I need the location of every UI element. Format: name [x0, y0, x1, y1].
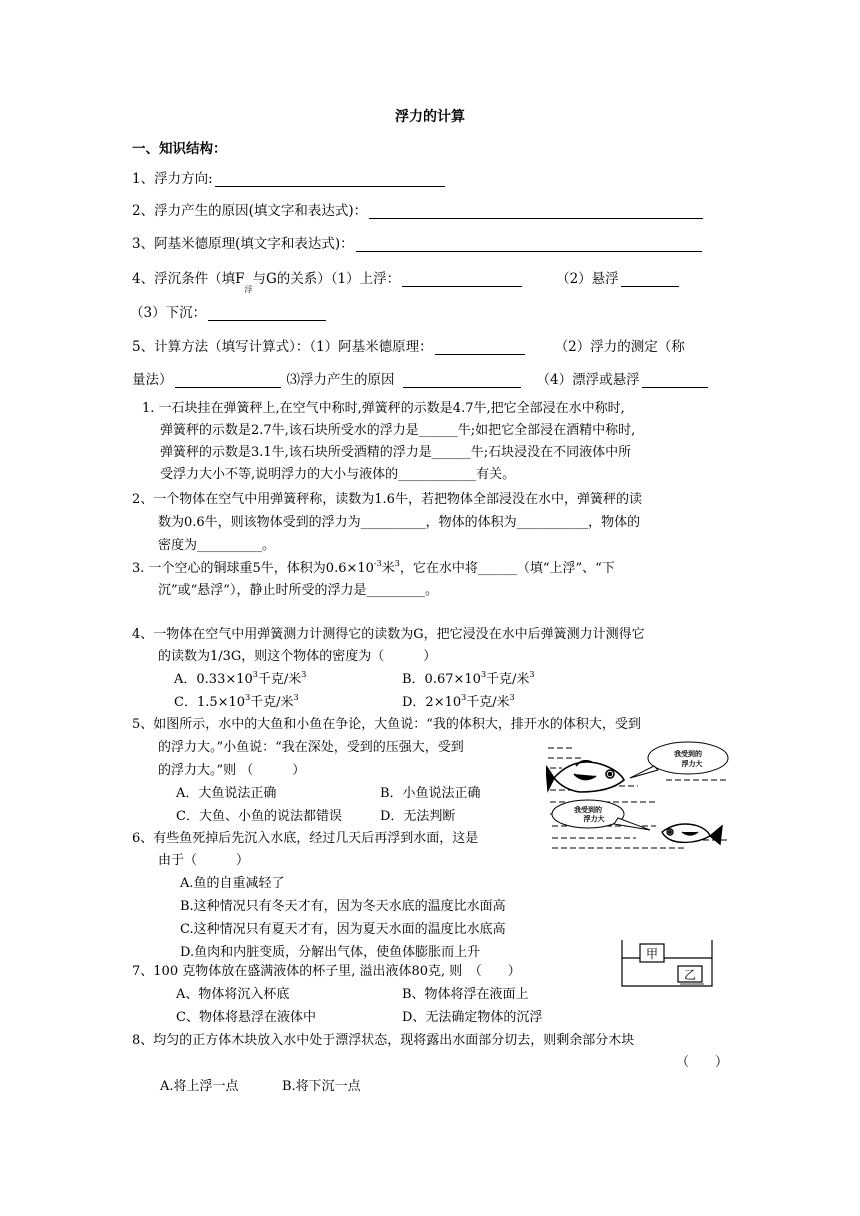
q4-exp: 3 [480, 670, 487, 679]
blank[interactable] [208, 305, 326, 321]
q4-option-a-text: A．0.33×10 [174, 672, 253, 687]
big-fish-bubble [630, 742, 728, 778]
k3-text: 3、阿基米德原理(填文字和表达式)： [132, 236, 354, 252]
blank[interactable] [356, 236, 702, 252]
q5-line2: 的浮力大。”小鱼说：“我在深处，受到的压强大，受到 [158, 740, 464, 755]
k2-text: 2、浮力产生的原因(填文字和表达式)： [132, 203, 368, 219]
label-yi: 乙 [683, 968, 697, 982]
q4-line2: 的读数为1/3G，则这个物体的密度为（ ） [158, 649, 437, 664]
blank[interactable] [435, 339, 525, 355]
q4-unit-exp: 3 [301, 670, 307, 679]
knowledge-item-4: 4、浮沉条件（填F 浮 与G的关系）（1）上浮： （2）悬浮 [132, 268, 681, 290]
blank[interactable] [642, 372, 708, 388]
q6-line1: 6、有些鱼死掉后先沉入水底，经过几天后再浮到水面，这是 [132, 831, 479, 846]
k5-text-a: 5、计算方法（填写计算式）：（1）阿基米德原理： [132, 339, 433, 355]
q3-exp: -3 [373, 559, 382, 568]
blank[interactable] [621, 271, 679, 287]
knowledge-item-1 [132, 168, 447, 190]
q6-option-a[interactable]: A.鱼的自重减轻了 [180, 876, 285, 891]
k4-text-b: 与G的关系）（1）上浮： [252, 271, 401, 287]
q4-unit-exp: 3 [293, 693, 299, 702]
knowledge-item-5-cont [132, 369, 710, 391]
svg-text:浮力大: 浮力大 [583, 815, 605, 823]
k1-text: 1、浮力方向: [132, 171, 213, 187]
q2-line2: 数为0.6牛，则该物体受到的浮力为__________，物体的体积为___________，物体的 [158, 515, 641, 530]
q4-option-d-text: D．2×10 [402, 695, 462, 710]
small-fish-bubble [552, 800, 650, 830]
q6-option-c[interactable]: C.这种情况只有夏天才有，因为夏天水面的温度比水底高 [180, 922, 506, 937]
q3-line2: 沉”或“悬浮”），静止时所受的浮力是_________。 [158, 583, 438, 598]
q5-line3: 的浮力大。”则 （ ） [158, 763, 306, 778]
blank[interactable] [403, 372, 521, 388]
blank[interactable] [402, 271, 522, 287]
k5-text-d: ⑶浮力产生的原因 [286, 372, 395, 388]
q7-option-b[interactable]: B、物体将浮在液面上 [402, 987, 529, 1002]
q3-text-a: 3. 一个空心的铜球重5牛，体积为0.6×10 [132, 561, 374, 576]
q5-line1: 5、如图所示，水中的大鱼和小鱼在争论，大鱼说：“我的体积大，排开水的体积大，受到 [132, 717, 641, 732]
knowledge-item-2 [132, 200, 705, 222]
q1-line2: 弹簧秤的示数是2.7牛,该石块所受水的浮力是______牛;如把它全部浸在酒精中称时, [160, 423, 636, 438]
q2-line1: 2、一个物体在空气中用弹簧秤称，读数为1.6牛，若把物体全部浸没在水中，弹簧秤的读 [132, 492, 642, 507]
q7-option-c[interactable]: C、物体将悬浮在液体中 [176, 1010, 316, 1025]
q7-option-a[interactable]: A、物体将沉入杯底 [176, 987, 290, 1002]
q4-option-a[interactable] [174, 669, 306, 691]
q2-line3: 密度为__________。 [158, 538, 276, 553]
q6-line2: 由于（ ） [158, 853, 250, 868]
q5-option-d[interactable]: D．无法判断 [380, 809, 456, 824]
q4-line1: 4、一物体在空气中用弹簧测力计测得它的读数为G，把它浸没在水中后弹簧测力计测得它 [132, 627, 645, 642]
q7-option-d[interactable]: D、无法确定物体的沉浮 [402, 1010, 543, 1025]
big-fish [546, 761, 624, 792]
q3-text-b: 米 [381, 561, 395, 576]
fish-figure [546, 740, 732, 852]
blank[interactable] [215, 171, 445, 187]
q1-line4: 受浮力大小不等,说明浮力的大小与液体的____________有关。 [160, 467, 516, 482]
blank[interactable] [369, 203, 703, 219]
q5-option-b[interactable]: B．小鱼说法正确 [380, 786, 481, 801]
q4-unit-exp: 3 [509, 693, 515, 702]
q3-text-c: ，它在水中将______（填“上浮”、“下 [399, 561, 615, 576]
q4-unit: 千克/米 [466, 695, 510, 710]
q4-option-b[interactable] [402, 669, 535, 691]
q4-exp: 3 [252, 670, 258, 679]
knowledge-item-5 [132, 336, 685, 358]
q1-line1: 1. 一石块挂在弹簧秤上,在空气中称时,弹簧秤的示数是4.7牛,把它全部浸在水中称时, [142, 401, 625, 416]
section-heading: 一、知识结构： [132, 141, 227, 157]
q6-option-d[interactable]: D.鱼肉和内脏变质，分解出气体，使鱼体膨胀而上升 [180, 945, 481, 960]
k5-text-e: （4）漂浮或悬浮 [536, 372, 640, 388]
bubble-big-text: 我受到的 [674, 750, 702, 758]
q4-option-c-text: C．1.5×10 [174, 695, 246, 710]
q7-line1: 7、100 克物体放在盛满液体的杯子里, 溢出液体80克, 则 （ ） [132, 964, 521, 979]
beaker-figure [620, 938, 716, 988]
q4-unit-exp: 3 [529, 670, 535, 679]
k5-text-c: 量法） [132, 372, 173, 388]
q1-line3: 弹簧秤的示数是3.1牛,该石块所受酒精的浮力是______牛;石块浸没在不同液体中所 [160, 445, 632, 460]
knowledge-item-3 [132, 233, 704, 255]
q4-unit: 千克/米 [486, 672, 530, 687]
q4-exp: 3 [245, 693, 251, 702]
blank[interactable] [175, 372, 281, 388]
knowledge-item-4-cont [130, 302, 328, 324]
k4-text-d: （3）下沉： [130, 305, 207, 321]
svg-text:浮力大: 浮力大 [681, 760, 703, 768]
q3-line1 [132, 558, 615, 580]
page-title: 浮力的计算 [395, 109, 465, 125]
q6-option-b[interactable]: B.这种情况只有冬天才有，因为冬天水底的温度比水面高 [180, 899, 506, 914]
q8-line1: 8、均匀的正方体木块放入水中处于漂浮状态，现将露出水面部分切去，则剩余部分木块 [132, 1033, 635, 1048]
q4-unit: 千克/米 [250, 695, 294, 710]
q4-exp: 3 [461, 693, 467, 702]
small-fish [662, 824, 722, 844]
k4-text-c: （2）悬浮 [556, 271, 619, 287]
q4-unit: 千克/米 [257, 672, 302, 687]
q8-option-b[interactable]: B.将下沉一点 [282, 1079, 361, 1094]
q4-option-d[interactable] [402, 692, 515, 714]
label-jia: 甲 [645, 947, 659, 961]
q8-paren: （ ） [676, 1055, 729, 1070]
k4-text-a: 4、浮沉条件（填F [132, 271, 245, 287]
q4-option-b-text: B．0.67×10 [402, 672, 481, 687]
q8-option-a[interactable]: A.将上浮一点 [160, 1079, 239, 1094]
q3-exp2: 3 [394, 559, 400, 568]
q4-option-c[interactable] [174, 692, 299, 714]
q5-option-c[interactable]: C．大鱼、小鱼的说法都错误 [176, 809, 342, 824]
q5-option-a[interactable]: A．大鱼说法正确 [176, 786, 277, 801]
k5-text-b: （2）浮力的测定（称 [554, 339, 685, 355]
svg-text:我受到的: 我受到的 [574, 806, 602, 814]
